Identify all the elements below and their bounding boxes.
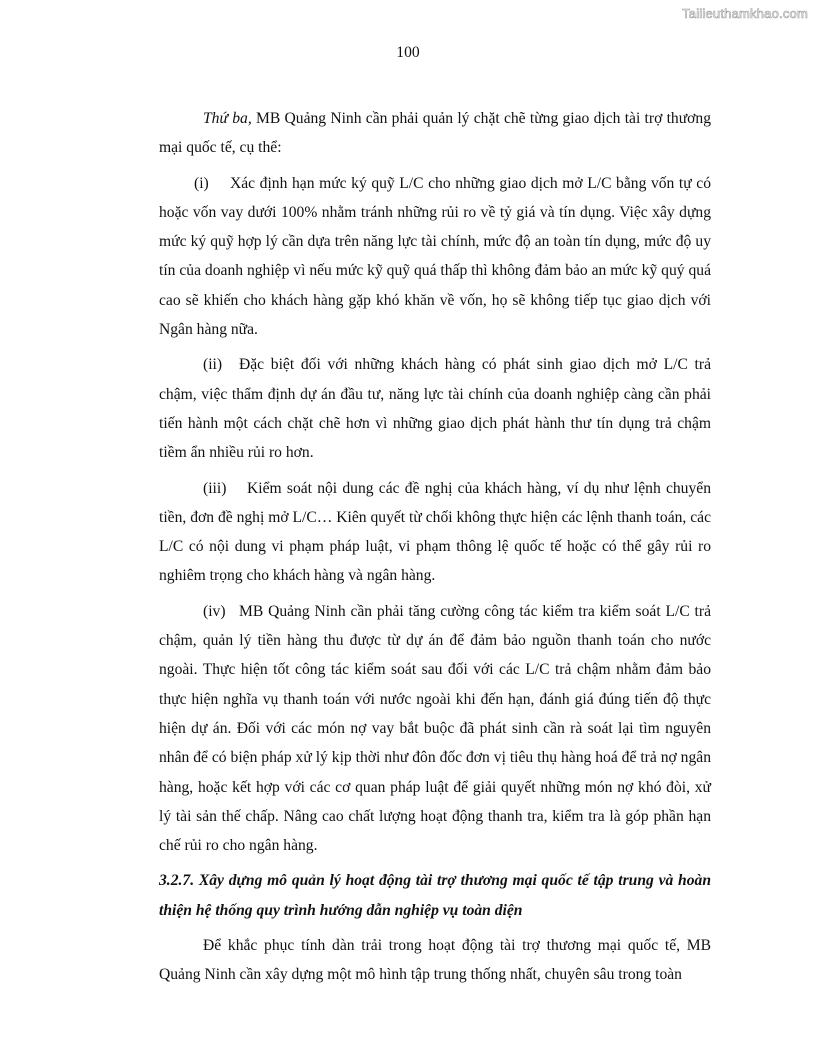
- closing-paragraph: Để khắc phục tính dàn trải trong hoạt động tài trợ thương mại quốc tế, MB Quảng Ninh cần xây dựng một mô hình tập trung thống nhất, chuyên sâu trong toàn: [159, 937, 711, 984]
- list-item-label: (iii): [203, 479, 227, 497]
- list-item-label: (iv): [203, 602, 226, 620]
- intro-paragraph: [159, 104, 711, 163]
- list-item: [159, 169, 711, 345]
- list-item: [159, 597, 711, 861]
- intro-lead: Thứ ba,: [203, 110, 252, 127]
- document-body: [159, 104, 711, 996]
- list-item: [159, 474, 711, 591]
- list-item: [159, 350, 711, 467]
- list-item-text: MB Quảng Ninh cần phải tăng cường công tác kiểm tra kiểm soát L/C trả chậm, quản lý tiền hàng thu được từ dự án để đảm bảo nguồn thanh toán cho nước ngoài. Thực hiện tốt công tác kiểm soát sau đối với các L/C trả chậm nhằm đảm bảo thực hiện nghĩa vụ thanh toán với nước ngoài khi đến hạn, đánh giá đúng tiến độ thực hiện dự án. Đối với các món nợ vay bắt buộc đã phát sinh cần rà soát lại tìm nguyên nhân để có biện pháp xử lý kịp thời như đôn đốc đơn vị tiêu thụ hàng hoá để trả nợ ngân hàng, hoặc kết hợp với các cơ quan pháp luật để giải quyết những món nợ khó đòi, xử lý tài sản thế chấp. Nâng cao chất lượng hoạt động thanh tra, kiểm tra là góp phần hạn chế rủi ro cho ngân hàng.: [159, 602, 711, 855]
- watermark: Tailieuthamkhao.com: [682, 6, 808, 21]
- list-item-label: (i): [194, 174, 209, 192]
- list-item-text: Đặc biệt đối với những khách hàng có phát sinh giao dịch mở L/C trả chậm, việc thẩm định dự án đầu tư, năng lực tài chính của doanh nghiệp càng cần phải tiến hành một cách chặt chẽ hơn vì những giao dịch phát hành thư tín dụng trả chậm tiềm ẩn nhiều rủi ro hơn.: [159, 356, 711, 462]
- page-number: 100: [396, 44, 420, 61]
- intro-text: MB Quảng Ninh cần phải quản lý chặt chẽ từng giao dịch tài trợ thương mại quốc tế, cụ thể:: [159, 110, 711, 157]
- section-heading: 3.2.7. Xây dựng mô quản lý hoạt động tài trợ thương mại quốc tế tập trung và hoàn thiện hệ thống quy trình hướng dẫn nghiệp vụ toàn diện: [159, 872, 711, 919]
- list-item-label: (ii): [203, 356, 223, 374]
- list-item-text: Kiểm soát nội dung các đề nghị của khách hàng, ví dụ như lệnh chuyển tiền, đơn đề nghị mở L/C… Kiên quyết từ chối không thực hiện các lệnh thanh toán, các L/C có nội dung vi phạm pháp luật, vi phạm thông lệ quốc tế hoặc có thể gây rủi ro nghiêm trọng cho khách hàng và ngân hàng.: [159, 479, 711, 585]
- list-item-text: Xác định hạn mức ký quỹ L/C cho những giao dịch mở L/C bằng vốn tự có hoặc vốn vay dưới 100% nhằm tránh những rủi ro về tỷ giá và tín dụng. Việc xây dựng mức ký quỹ hợp lý cần dựa trên năng lực tài chính, mức độ an toàn tín dụng, mức độ uy tín của doanh nghiệp vì nếu mức kỹ quỹ quá thấp thì không đảm bảo an mức kỹ quý quá cao sẽ khiến cho khách hàng gặp khó khăn về vốn, họ sẽ không tiếp tục giao dịch với Ngân hàng nữa.: [159, 174, 711, 339]
